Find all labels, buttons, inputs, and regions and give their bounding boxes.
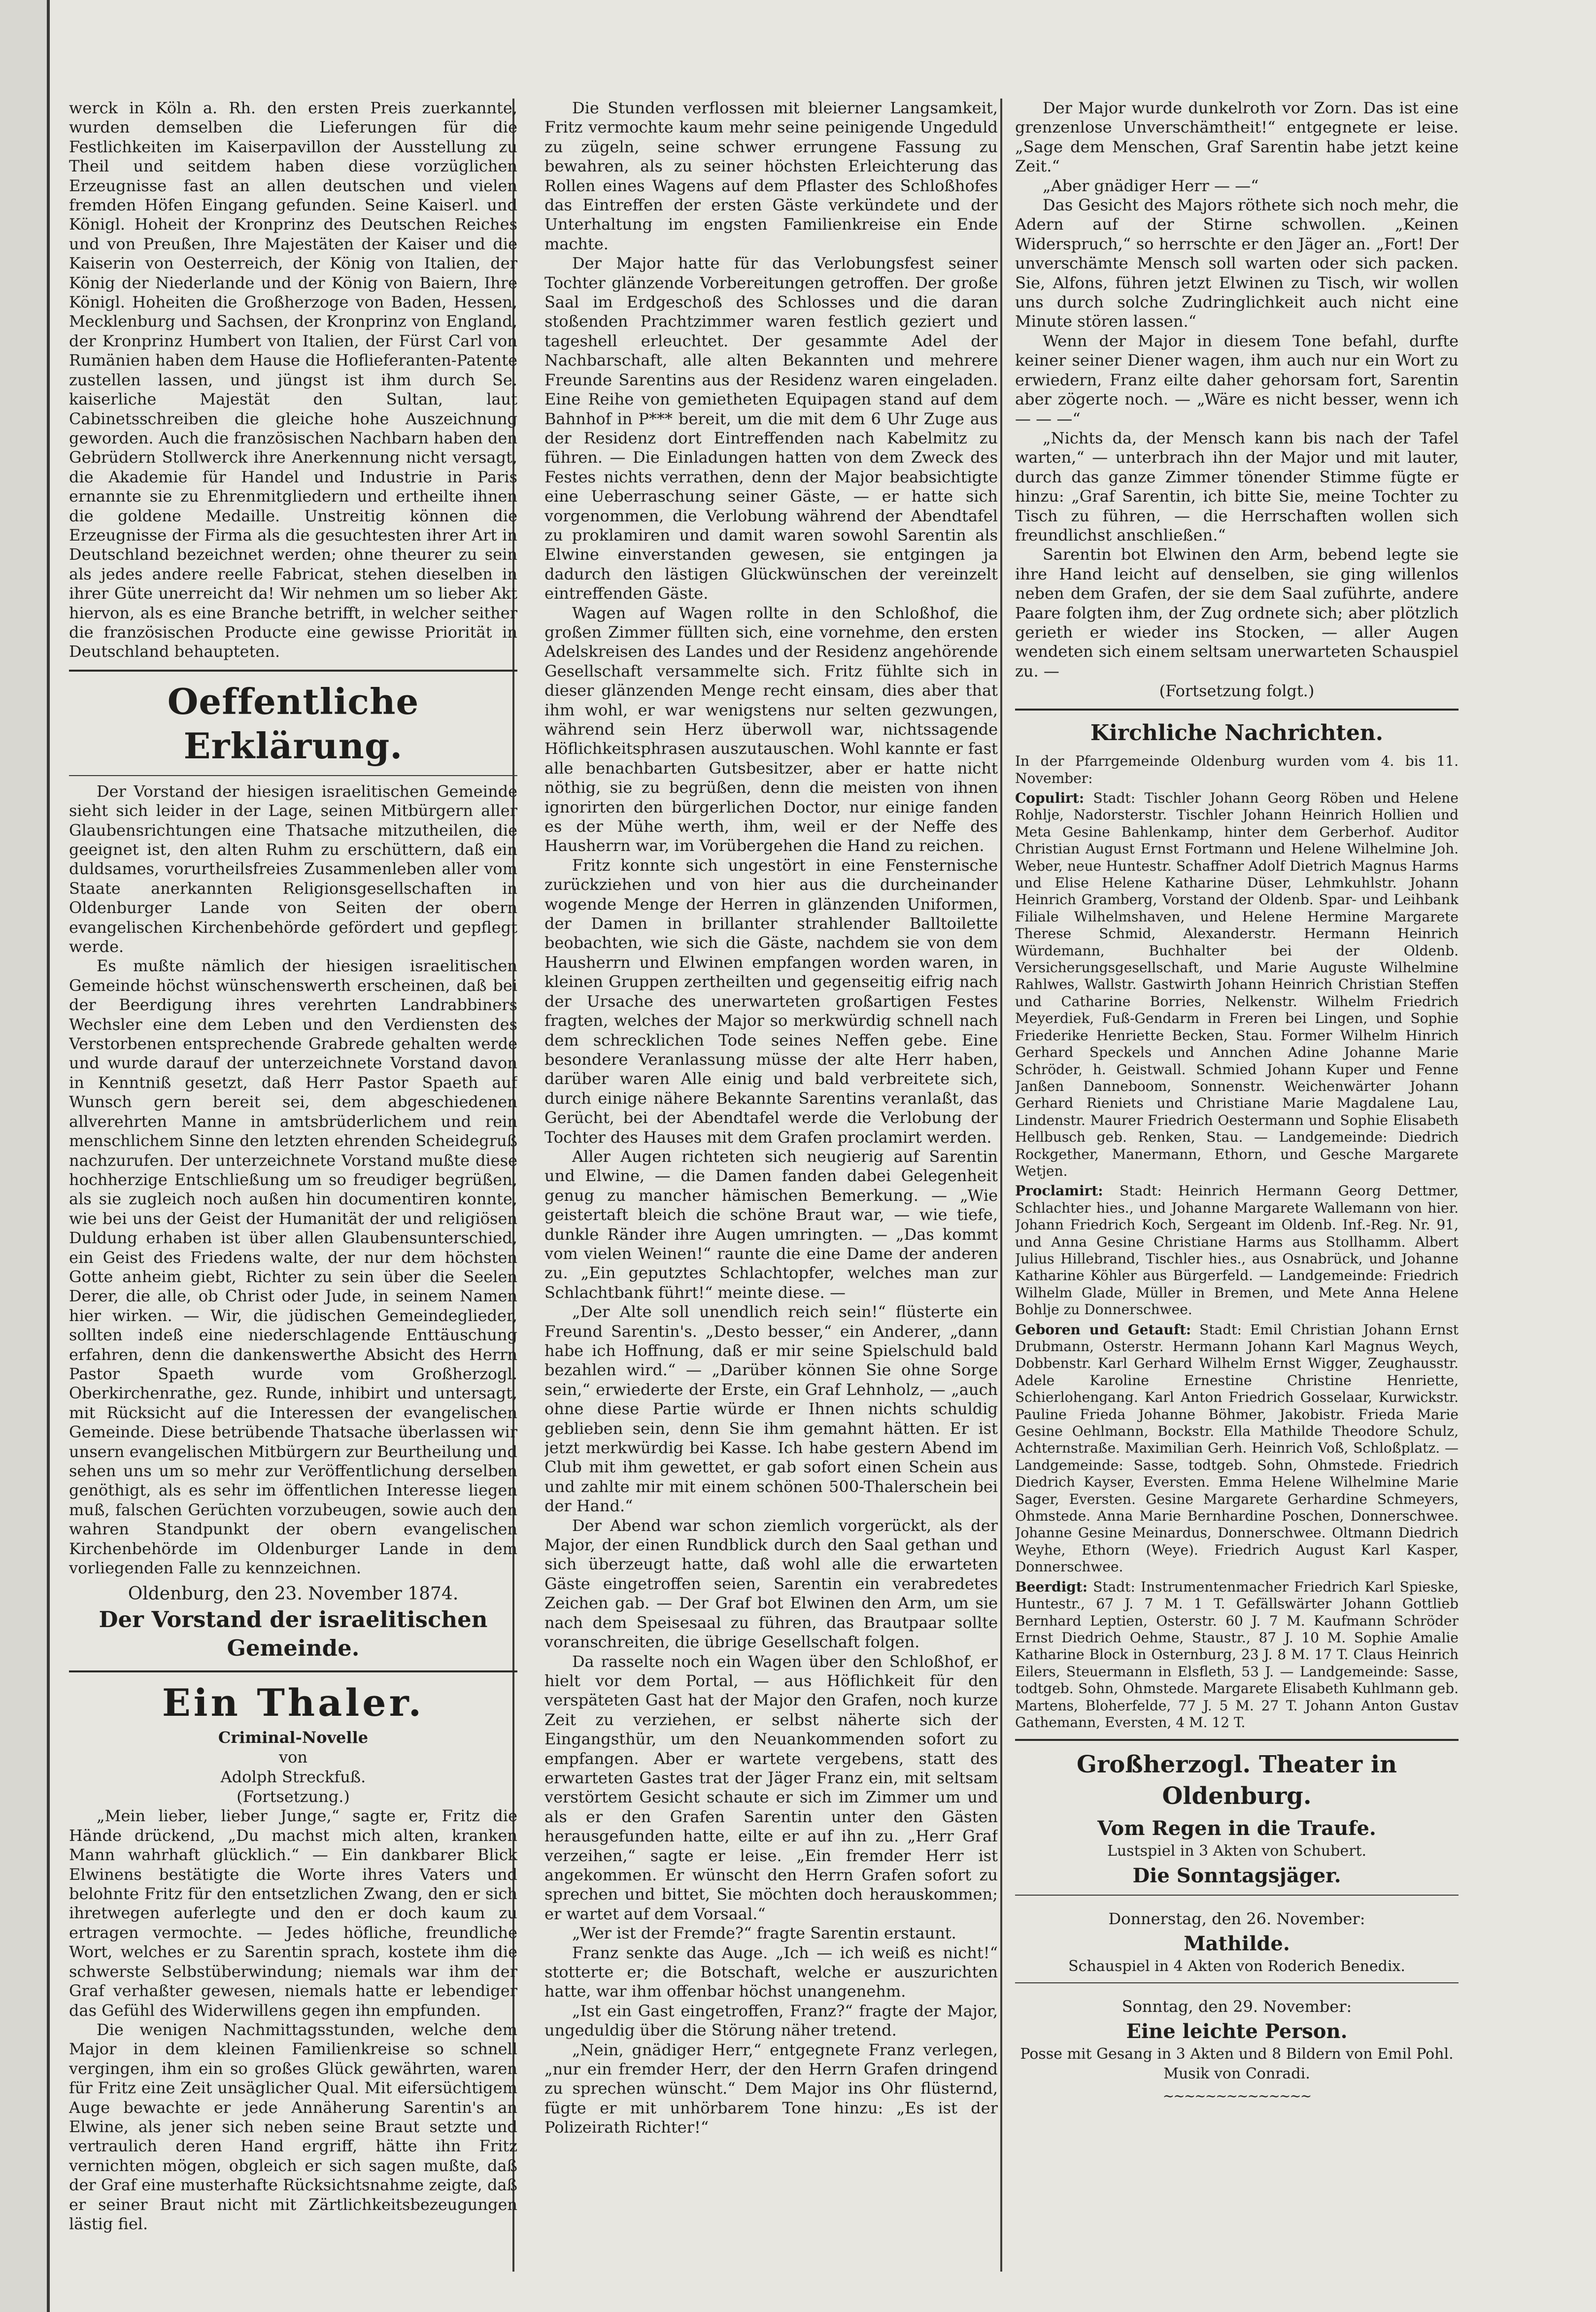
column-rule-2 (1000, 99, 1002, 2272)
play-title: Die Sonntagsjäger. (1132, 1864, 1341, 1888)
novel-to-be-continued: (Fortsetzung folgt.) (1159, 681, 1315, 701)
novel-paragraph: „Ist ein Gast eingetroffen, Franz?“ fragte der Major, ungeduldig über die Störung näher tretend. (544, 2001, 998, 2040)
play-title: Eine leichte Person. (1126, 2020, 1348, 2043)
novel-paragraph: Wenn der Major in diesem Tone befahl, durfte keiner seiner Diener wagen, ihm auch nur ein Wort zu erwiedern, Franz eilte daher gehorsam fort, Sarentin aber zögerte noch. — „Wäre es nicht besser, wenn ich — — —“ (1015, 331, 1459, 428)
novel-paragraph: Der Abend war schon ziemlich vorgerückt, als der Major, der einen Rundblick durch den Saal gethan und sich überzeugt hatte, daß wohl alle die erwarteten Gäste eingetroffen seien, Sarentin ein verabredetes Zeichen gab. — Der Graf bot Elwinen den Arm, um sie nach dem Speisesaal zu führen, das Brautpaar sollte voranschreiten, die übrige Gesellschaft folgen. (544, 1516, 998, 1652)
geboren-label: Geboren und Getauft: (1015, 1321, 1191, 1338)
novel-paragraph: Wagen auf Wagen rollte in den Schloßhof, die großen Zimmer füllten sich, eine vornehme, den ersten Adelskreisen des Landes und der Residenz angehörende Gesellschaft versammelte sich. Fritz fühlte sich in dieser glänzenden Menge recht einsam, dies aber that ihm wohl, er war wenigstens nur selten gezwungen, während sein Herz überwoll war, nichtssagende Höflichkeitsphrasen auszutauschen. Wohl kannte er fast alle benachbarten Gutsbesitzer, aber er hatte nicht nöthig, sie zu begrüßen, denn die meisten von ihnen ignorirten den bürgerlichen Doctor, nur einige fanden es der Mühe werth, ihm, weil er der Neffe des Hausherrn war, im Vorübergehen die Hand zu reichen. (544, 603, 998, 855)
beerdigt-label: Beerdigt: (1015, 1578, 1088, 1595)
playbill-divider (1015, 1982, 1459, 1983)
novel-paragraph: „Wer ist der Fremde?“ fragte Sarentin erstaunt. (572, 1924, 956, 1943)
kirchliche-nachrichten-heading: Kirchliche Nachrichten. (1090, 720, 1384, 746)
church-geboren (1015, 1322, 1459, 1576)
proclamirt-text: Stadt: Heinrich Hermann Georg Dettmer, Schlachter hies., und Johanne Margarete Wallemann von hier. Johann Friedrich Koch, Sergeant im Oldenb. Inf.-Reg. Nr. 91, und Anna Gesine Christiane Harms aus Stollhamm. Albert Julius Hillebrand, Tischler hies., aus Osnabrück, und Johanne Katharine Köhler aus Bürgerfeld. — Landgemeinde: Friedrich Wilhelm Glade, Müller in Bremen, und Mete Anna Helene Bohlje zu Donnerschwee. (1015, 1183, 1459, 1318)
section-divider (69, 1670, 517, 1672)
novel-paragraph: „Nein, gnädiger Herr,“ entgegnete Franz verlegen, „nur ein fremder Herr, der den Herrn Grafen dringend zu sprechen wünscht.“ Dem Major ins Ohr flüsternd, fügte er mit unhörbarem Tone hinzu: „Es ist der Polizeirath Richter!“ (544, 2040, 998, 2137)
church-beerdigt (1015, 1579, 1459, 1732)
section-divider (1015, 709, 1459, 711)
novel-paragraph: „Aber gnädiger Herr — —“ (1043, 176, 1259, 195)
novel-by: von (279, 1748, 307, 1767)
play-subtitle: Schauspiel in 4 Akten von Roderich Benedix. (1068, 1958, 1405, 1975)
play-subtitle: Posse mit Gesang in 3 Akten und 8 Bildern von Emil Pohl. Musik von Conradi. (1020, 2045, 1454, 2083)
binding-rule (47, 0, 50, 2312)
column-right (1015, 99, 1459, 2267)
copulirt-text: Stadt: Tischler Johann Georg Röben und Helene Rohlje, Nadorsterstr. Tischler Johann Heinrich Hollien und Meta Gesine Bahlenkamp, hinter dem Gerberhof. Auditor Christian August Ernst Fortmann und Helene Wilhelmine Joh. Weber, neue Huntestr. Schaffner Adolf Dietrich Magnus Harms und Elise Helene Katharine Düser, Lehmkuhlstr. Johann Heinrich Gramberg, Vorstand der Oldenb. Spar- und Leihbank Filiale Wilhelmshaven, und Helene Hermine Margarete Therese Schmid, Alexanderstr. Hermann Heinrich Würdemann, Buchhalter bei der Oldenb. Versicherungsgesellschaft, und Marie Auguste Wilhelmine Rahlwes, Wallstr. Gastwirth Johann Heinrich Christian Steffen und Catharine Borries, Nelkenstr. Wilhelm Friedrich Meyerdiek, Fuß-Gendarm in Freren bei Lingen, und Sophie Friederike Henriette Becken, Stau. Former Wilhelm Hinrich Gerhard Speckels und Annchen Adine Johanne Marie Schröder, h. Geistwall. Schmied Johann Kuper und Fenne Janßen Danneboom, Sonnenstr. Weichenwärter Johann Gerhard Rieniets und Christiane Marie Magdalene Lau, Lindenstr. Maurer Friedrich Oestermann und Sophie Elisabeth Hellbusch geb. Renken, Stau. — Landgemeinde: Diedrich Rockgether, Manermann, Ethorn, und Gesche Margarete Wetjen. (1015, 790, 1459, 1179)
section-divider (1015, 1739, 1459, 1741)
novel-continuation: (Fortsetzung.) (237, 1787, 350, 1806)
erklaerung-dateline: Oldenburg, den 23. November 1874. (128, 1584, 459, 1604)
novel-paragraph: „Nichts da, der Mensch kann bis nach der Tafel warten,“ — unterbrach ihn der Major und mit lauter, durch das ganze Zimmer tönender Stimme fügte er hinzu: „Graf Sarentin, ich bitte Sie, meine Tochter zu Tisch zu führen, — die Herrschaften wollen sich freundlichst anschließen.“ (1015, 428, 1459, 544)
novel-paragraph: Aller Augen richteten sich neugierig auf Sarentin und Elwine, — die Damen fanden dabei Gelegenheit genug zu mancher hämischen Bemerkung. — „Wie geistertaft bleich die schöne Braut war, — wie tiefe, dunkle Ränder ihre Augen umringten. — „Das kommt vom vielen Weinen!“ raunte die eine Dame der anderen zu. „Ein geputztes Schlachtopfer, welches man zur Schlachtbank führt!“ meinte diese. — (544, 1147, 998, 1302)
novel-paragraph: Fritz konnte sich ungestört in eine Fensternische zurückziehen und von hier aus die durcheinander wogende Menge der Herren in glänzenden Uniformen, der Damen in brillanter strahlender Balltoilette beobachten, wie sich die Gäste, nachdem sie von dem Hausherrn und Elwinen empfangen worden waren, in kleinen Gruppen zertheilten und gegenseitig eifrig nach der Ursache des unerwarteten großartigen Festes fragten, welches der Major so merkwürdig schnell nach dem schrecklichen Tode seines Neffen gebe. Eine besondere Veranlassung müsse der alte Herr haben, darüber waren Alle einig und bald verbreitete sich, durch einige nähere Bekannte Sarentins veranlaßt, das Gerücht, bei der Abendtafel werde die Verlobung der Tochter des Hauses mit dem Grafen proclamirt werden. (544, 855, 998, 1147)
heading-divider (69, 775, 517, 776)
column-middle (544, 99, 998, 2267)
novel-paragraph: Die wenigen Nachmittagsstunden, welche dem Major in dem kleinen Familienkreise so schnell vergingen, ihm ein so großes Glück gewährten, waren für Fritz eine Zeit unsäglicher Qual. Mit eifersüchtigem Auge bewachte er jede Annäherung Sarentin's an Elwine, als jener sich neben seine Braut setzte und vertraulich deren Hand ergriff, hätte ihn Fritz vernichten mögen, obgleich er sich sagen mußte, daß der Graf eine musterhafte Rücksichtsnahme zeigte, daß er seiner Braut nicht mit Zärtlichkeitsbezeugungen lästig fiel. (69, 2020, 517, 2233)
erklaerung-signature: Der Vorstand der israelitischen Gemeinde. (99, 1606, 488, 1662)
erklaerung-paragraph: Der Vorstand der hiesigen israelitischen Gemeinde sieht sich leider in der Lage, seinen Mitbürgern aller Glaubensrichtungen eine Thatsache mitzutheilen, die geeignet ist, den alten Ruhm zu erschüttern, daß ein duldsames, vorurtheilsfreies Zusammenleben aller vom Staate anerkannten Religionsgesellschaften in Oldenburger Lande von Seiten der obern evangelischen Kirchenbehörde gefördert und gepflegt werde. (69, 782, 517, 956)
performance-date: Donnerstag, den 26. November: (1108, 1909, 1365, 1929)
novel-paragraph: Der Major hatte für das Verlobungsfest seiner Tochter glänzende Vorbereitungen getroffen. Der große Saal im Erdgeschoß des Schlosses und die daran stoßenden Prachtzimmer waren festlich geziert und tageshell erleuchtet. Der gesammte Adel der Nachbarschaft, alle alten Bekannten und mehrere Freunde Sarentins aus der Residenz waren eingeladen. Eine Reihe von gemietheten Equipagen stand auf dem Bahnhof in P*** bereit, um die mit dem 6 Uhr Zuge aus der Residenz dort Eintreffenden nach Kabelmitz zu führen. — Die Einladungen hatten von dem Zweck des Festes nichts verrathen, denn der Major beabsichtigte eine Ueberraschung seiner Gäste, — er hatte sich vorgenommen, die Verlobung während der Abendtafel zu proklamiren und damit waren sowohl Sarentin als Elwine einverstanden gewesen, sie entgingen ja dadurch den lästigen Glückwünschen der vereinzelt eintreffenden Gäste. (544, 254, 998, 603)
geboren-text: Stadt: Emil Christian Johann Ernst Drubmann, Osterstr. Hermann Johann Karl Magnus Weych, Dobbenstr. Karl Gerhard Wilhelm Ernst Wigger, Zeughausstr. Adele Karoline Ernestine Christine Henriette, Schierlohengang. Karl Anton Friedrich Gosselaar, Kurwickstr. Pauline Frieda Johanne Böhmer, Jakobistr. Frieda Marie Gesine Oehlmann, Bockstr. Ella Mathilde Theodore Schulz, Achternstraße. Maximilian Gerh. Heinrich Voß, Schloßplatz. — Landgemeinde: Sasse, todtgeb. Sohn, Ohmstede. Friedrich Diedrich Kayser, Eversten. Emma Helene Wilhelmine Marie Sager, Eversten. Gesine Margarete Gerhardine Schmeyers, Ohmstede. Anna Marie Bernhardine Poschen, Donnerschwee. Johanne Gesine Meinardus, Donnerschwee. Oltmann Diedrich Weyhe, Ethorn (Weye). Friedrich August Karl Kasper, Donnerschwee. (1015, 1321, 1459, 1575)
playbill-divider (1015, 1895, 1459, 1896)
novel-paragraph: Das Gesicht des Majors röthete sich noch mehr, die Adern auf der Stirne schwollen. „Keinen Widerspruch,“ so herrschte er den Jäger an. „Fort! Der unverschämte Mensch soll warten oder sich packen. Sie, Alfons, führen jetzt Elwinen zu Tisch, wir wollen uns durch solche Zudringlichkeit auch nicht eine Minute stören lassen.“ (1015, 196, 1459, 331)
church-intro: In der Pfarrgemeinde Oldenburg wurden vom 4. bis 11. November: (1015, 753, 1459, 786)
novel-title: Ein Thaler. (162, 1681, 425, 1725)
theater-heading: Großherzogl. Theater in Oldenburg. (1076, 1751, 1397, 1810)
novel-paragraph: Die Stunden verflossen mit bleierner Langsamkeit, Fritz vermochte kaum mehr seine peinigende Ungeduld zu zügeln, seine schwer errungene Fassung zu bewahren, als zu seiner höchsten Erleichterung das Rollen eines Wagens auf dem Pflaster des Schloßhofes das Eintreffen der ersten Gäste verkündete und der Unterhaltung im engsten Familienkreise ein Ende machte. (544, 99, 998, 253)
beerdigt-text: Stadt: Instrumentenmacher Friedrich Karl Spieske, Huntestr., 67 J. 7 M. 1 T. Gefällswärter Johann Gottlieb Bernhard Leptien, Osterstr. 60 J. 7 M. Kaufmann Schröder Ernst Diedrich Oehme, Staustr., 87 J. 10 M. Sophie Amalie Katharine Block in Osternburg, 23 J. 8 M. 17 T. Claus Heinrich Eilers, Steuermann in Elsfleth, 53 J. — Landgemeinde: Sasse, todtgeb. Sohn, Ohmstede. Margarete Elisabeth Kuhlmann geb. Martens, Bloherfelde, 77 J. 5 M. 27 T. Johann Anton Gustav Gathemann, Eversten, 4 M. 12 T. (1015, 1578, 1459, 1731)
section-divider (69, 670, 517, 672)
end-ornament: ~~~~~~~~~~~~~~ (1162, 2088, 1311, 2105)
stollwerck-article-text: werck in Köln a. Rh. den ersten Preis zuerkannte, wurden demselben die Lieferungen für die Festlichkeiten im Kaiserpavillon der Ausstellung zu Theil und seitdem haben diese vorzüglichen Erzeugnisse fast an allen deutschen und vielen fremden Höfen Eingang gefunden. Seine Kaiserl. und Königl. Hoheit der Kronprinz des Deutschen Reiches und von Preußen, Ihre Majestäten der Kaiser und die Kaiserin von Oesterreich, der König von Italien, der König der Niederlande und der König von Baiern, Ihre Königl. Hoheiten die Großherzoge von Baden, Hessen, Mecklenburg und Sachsen, der Kronprinz von England, der Kronprinz Humbert von Italien, der Fürst Carl von Rumänien haben dem Hause die Hoflieferanten-Patente zustellen lassen, und jüngst ist ihm durch Se. kaiserliche Majestät den Sultan, laut Cabinetsschreiben die gleiche hohe Auszeichnung geworden. Auch die französischen Nachbarn haben den Gebrüdern Stollwerck ihre Anerkennung nicht versagt, die Akademie für Handel und Industrie in Paris ernannte sie zu Ehrenmitgliedern und ertheilte ihnen die goldene Medaille. Unstreitig können die Erzeugnisse der Firma als die gesuchtesten ihrer Art in Deutschland bezeichnet werden; ohne theurer zu sein als jedes andere reelle Fabricat, stehen dieselben in ihrer Güte unerreicht da! Wir nehmen um so lieber Akt hiervon, als es eine Branche betrifft, in welcher seither die französischen Producte eine gewisse Priorität in Deutschland behaupteten. (69, 99, 517, 661)
copulirt-label: Copulirt: (1015, 790, 1085, 806)
novel-paragraph: „Mein lieber, lieber Junge,“ sagte er, Fritz die Hände drückend, „Du machst mich alten, kranken Mann wahrhaft glücklich.“ — Ein dankbarer Blick Elwinens bestätigte die Worte ihres Vaters und belohnte Fritz für den entsetzlichen Zwang, den er sich ihretwegen auferlegte und den er doch kaum zu ertragen vermochte. — Jedes höfliche, freundliche Wort, welches er zu Sarentin sprach, kostete ihm die schwerste Selbstüberwindung; niemals war ihm der Graf verhaßter gewesen, niemals hatte er lebendiger das Gefühl des Widerwillens gegen ihn empfunden. (69, 1806, 517, 2020)
novel-paragraph: Der Major wurde dunkelroth vor Zorn. Das ist eine grenzenlose Unverschämtheit!“ entgegnete er leise. „Sage dem Menschen, Graf Sarentin habe jetzt keine Zeit.“ (1015, 99, 1459, 176)
performance-date: Sonntag, den 29. November: (1121, 1997, 1352, 2016)
erklaerung-paragraph: Es mußte nämlich der hiesigen israelitischen Gemeinde höchst wünschenswerth erscheinen, daß bei der Beerdigung ihres verehrten Landrabbiners Wechsler eine dem Leben und den Verdiensten des Verstorbenen entsprechende Grabrede gehalten werde und wurde darauf der unterzeichnete Vorstand davon in Kenntniß gesetzt, daß Herr Pastor Spaeth auf Wunsch gern bereit sei, dem abgeschiedenen allverehrten Manne in amtsbrüderlichem und rein menschlichem Sinne den letzten ehrenden Scheidegruß nachzurufen. Der unterzeichnete Vorstand mußte diese hochherzige Entschließung um so freudiger begrüßen, als sie zugleich noch außen hin documentiren konnte, wie bei uns der Geist der Humanität der und religiösen Duldung erhaben ist über allen Glaubensunterschied, ein Geist des Friedens walte, der nur dem höchsten Gotte anheim giebt, Richter zu sein über die Seelen Derer, die alle, ob Christ oder Jude, in seinem Namen hier wirken. — Wir, die jüdischen Gemeindeglieder, sollten indeß eine niederschlagende Enttäuschung erfahren, denn die dankenswerthe Absicht des Herrn Pastor Spaeth wurde vom Großherzogl. Oberkirchenrathe, gez. Runde, inhibirt und untersagt, mit Rücksicht auf die Interessen der evangelischen Gemeinde. Diese betrübende Thatsache überlassen wir unsern evangelischen Mitbürgern zur Beurtheilung und sehen uns um so mehr zur Veröffentlichung derselben genöthigt, als es sehr im öffentlichen Interesse liegen muß, falschen Gerüchten vorzubeugen, sowie auch den wahren Standpunkt der obern evangelischen Kirchenbehörde im Oldenburger Lande in dem vorliegenden Falle zu kennzeichnen. (69, 956, 517, 1578)
novel-paragraph: Sarentin bot Elwinen den Arm, bebend legte sie ihre Hand leicht auf denselben, sie ging willenlos neben dem Grafen, der sie dem Saal zuführte, andere Paare folgten ihm, der Zug ordnete sich; aber plötzlich gerieth er wieder ins Stocken, — aller Augen wendeten sich einem seltsam unerwarteten Schauspiel zu. — (1015, 545, 1459, 680)
column-left (69, 99, 517, 2277)
church-copulirt (1015, 790, 1459, 1180)
novel-paragraph: „Der Alte soll unendlich reich sein!“ flüsterte ein Freund Sarentin's. „Desto besser,“ ein Anderer, „dann habe ich Hoffnung, daß er mir seine Spielschuld bald bezahlen wird.“ — „Darüber können Sie ohne Sorge sein,“ erwiederte der Erste, ein Graf Lehnholz, — „auch ohne diese Partie würde er Ihnen nichts schuldig geblieben sein, denn Sie ihm gemahnt hätten. Er ist jetzt merkwürdig bei Kasse. Ich habe gestern Abend im Club mit ihm gewettet, er gab sofort einen Schein aus und zahlte mir mit einem schönen 500-Thalerschein bei der Hand.“ (544, 1302, 998, 1516)
play-title: Mathilde. (1184, 1932, 1290, 1956)
novel-author: Adolph Streckfuß. (220, 1768, 366, 1787)
page-binding-edge (0, 0, 47, 2312)
novel-paragraph: Da rasselte noch ein Wagen über den Schloßhof, er hielt vor dem Portal, — aus Höflichkeit für den verspäteten Gast hat der Major den Grafen, noch kurze Zeit zu verziehen, er selbst näherte sich der Eingangsthür, um den Neuankommenden sofort zu empfangen. Aber er wartete vergebens, statt des erwarteten Gastes trat der Jäger Franz ein, mit seltsam verstörtem Gesicht schaute er sich im Zimmer um und als er den Grafen Sarentin unter den Gästen herausgefunden hatte, eilte er auf ihn zu. „Herr Graf verzeihen,“ sagte er leise. „Ein fremder Herr ist angekommen. Er wünscht den Herrn Grafen sofort zu sprechen und bittet, Sie möchten doch herauskommen; er wartet auf dem Vorsaal.“ (544, 1652, 998, 1923)
play-title: Vom Regen in die Traufe. (1097, 1817, 1376, 1840)
play-subtitle: Lustspiel in 3 Akten von Schubert. (1107, 1842, 1367, 1860)
novel-genre: Criminal-Novelle (218, 1728, 369, 1747)
church-proclamirt (1015, 1183, 1459, 1318)
erklaerung-heading: Oeffentliche Erklärung. (167, 680, 419, 767)
novel-paragraph: Franz senkte das Auge. „Ich — ich weiß es nicht!“ stotterte er; die Botschaft, welche er auszurichten hatte, war ihm offenbar höchst unangenehm. (544, 1943, 998, 2001)
proclamirt-label: Proclamirt: (1015, 1183, 1103, 1199)
